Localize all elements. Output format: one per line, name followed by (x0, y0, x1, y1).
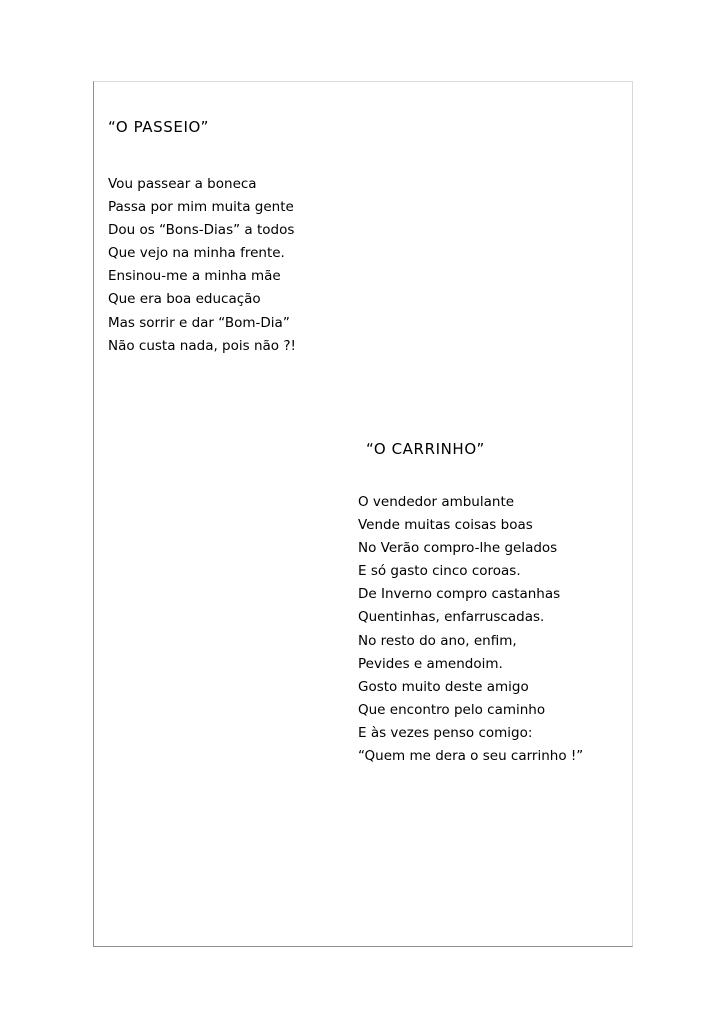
poem-line: No resto do ano, enfim, (358, 632, 517, 649)
poem-line: Não custa nada, pois não ?! (108, 337, 296, 354)
poem-line: Pevides e amendoim. (358, 655, 503, 672)
poem-line: Que vejo na minha frente. (108, 245, 285, 262)
poem-line: E às vezes penso comigo: (358, 724, 533, 741)
poem-line: E só gasto cinco coroas. (358, 563, 521, 580)
poem-line: De Inverno compro castanhas (358, 586, 561, 603)
poem-title: “O PASSEIO” (108, 118, 210, 136)
poem-line: Que era boa educação (108, 291, 261, 308)
poem-line: Ensinou-me a minha mãe (108, 268, 281, 285)
poem-o-passeio (108, 118, 296, 358)
poem-verse-list (108, 173, 296, 358)
poem-line: Gosto muito deste amigo (358, 678, 529, 695)
poem-line: Que encontro pelo caminho (358, 701, 546, 718)
poem-line: Quentinhas, enfarruscadas. (358, 609, 545, 626)
poem-line: Mas sorrir e dar “Bom-Dia” (108, 314, 290, 331)
poem-line: O vendedor ambulante (358, 494, 515, 510)
poem-line: Dou os “Bons-Dias” a todos (108, 222, 295, 239)
poem-o-carrinho (358, 440, 583, 768)
poem-line: Vende muitas coisas boas (358, 517, 533, 534)
poem-line: Passa por mim muita gente (108, 199, 294, 216)
poem-verse-list (358, 491, 583, 768)
poem-line: “Quem me dera o seu carrinho !” (358, 748, 584, 765)
poem-line: Vou passear a boneca (108, 176, 257, 192)
poem-title: “O CARRINHO” (366, 440, 485, 458)
poem-line: No Verão compro-lhe gelados (358, 540, 558, 557)
